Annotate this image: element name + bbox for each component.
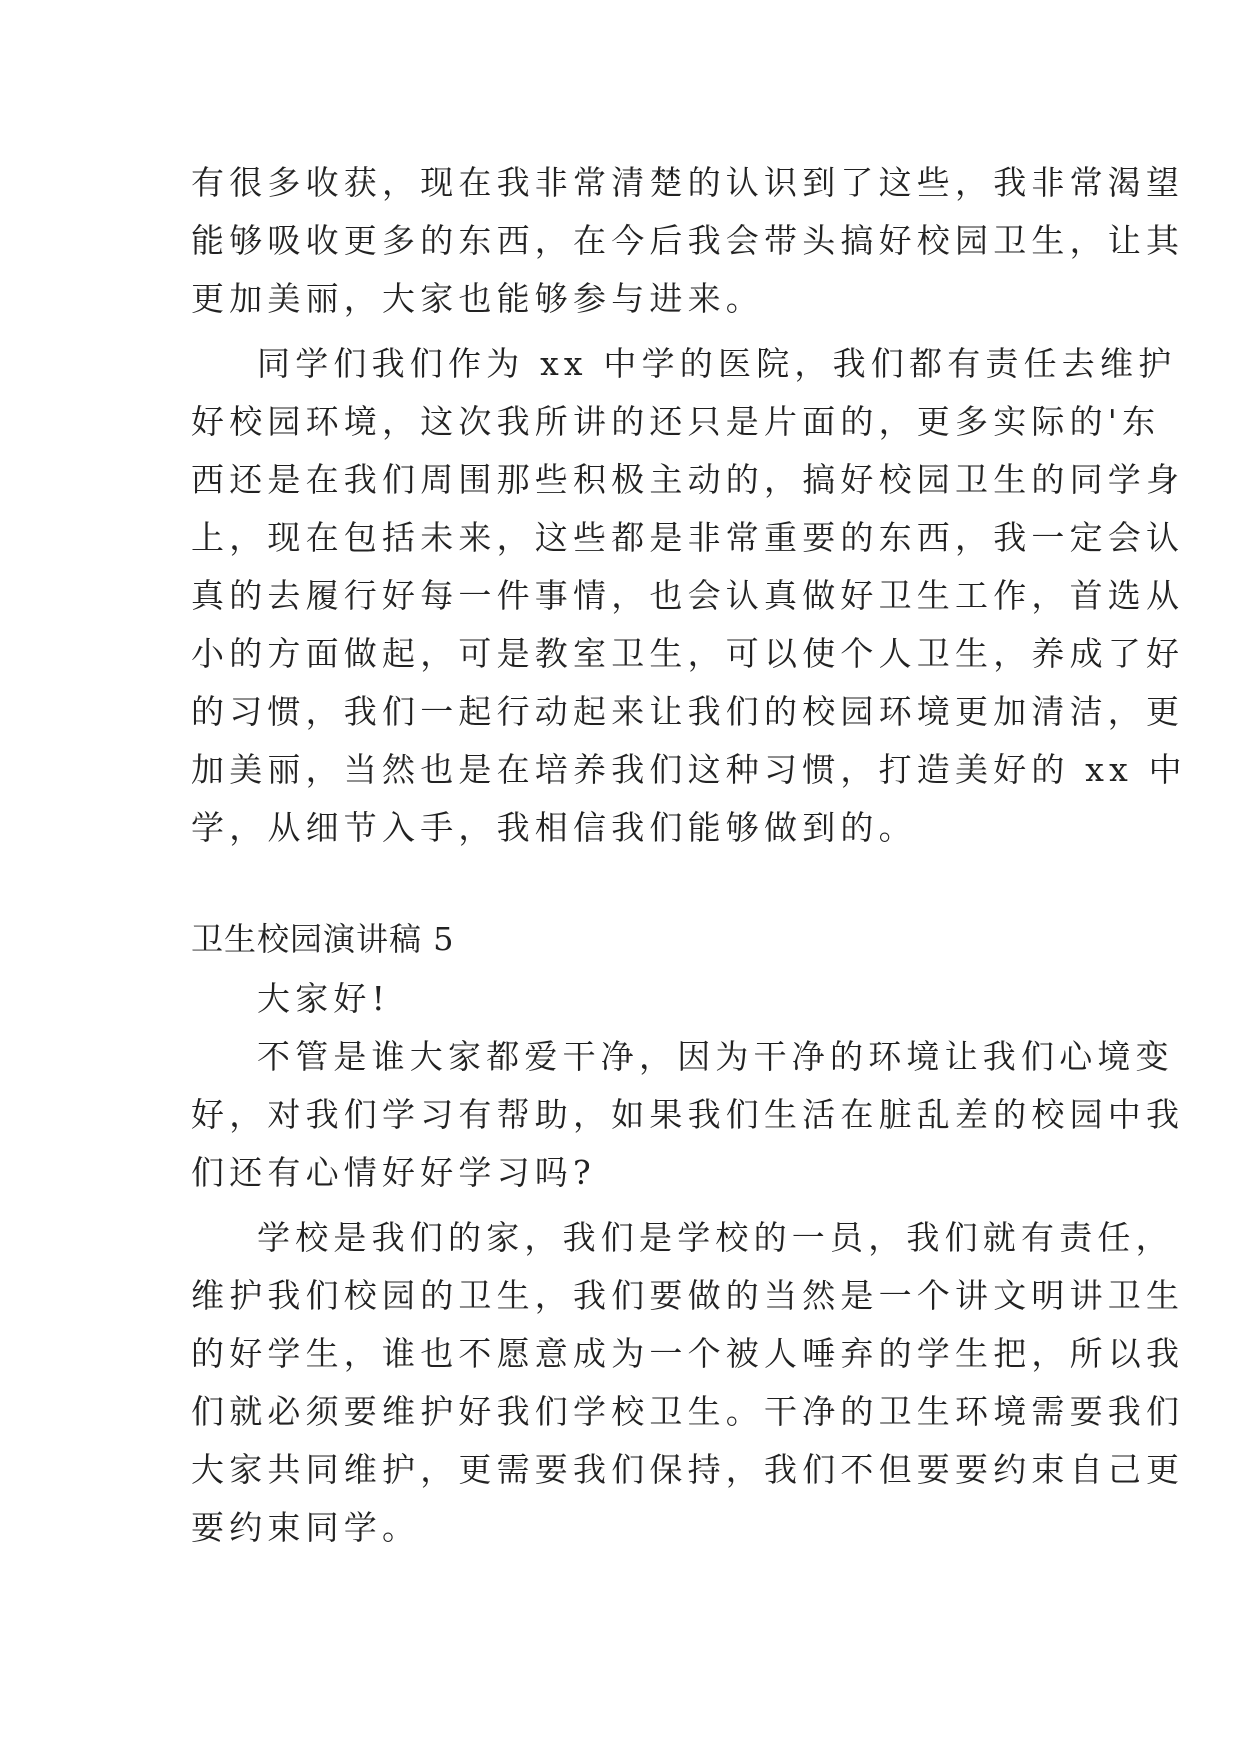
text-line: 有很多收获，现在我非常清楚的认识到了这些，我非常渴望 bbox=[191, 163, 1185, 202]
text-line: 真的去履行好每一件事情，也会认真做好卫生工作，首选从 bbox=[191, 576, 1185, 615]
greeting: 大家好! bbox=[257, 979, 391, 1018]
text-line: 的习惯，我们一起行动起来让我们的校园环境更加清洁，更 bbox=[191, 692, 1185, 731]
text-line: 维护我们校园的卫生，我们要做的当然是一个讲文明讲卫生 bbox=[191, 1276, 1185, 1315]
text-line: 学，从细节入手，我相信我们能够做到的。 bbox=[191, 808, 917, 847]
text-line: 好，对我们学习有帮助，如果我们生活在脏乱差的校园中我 bbox=[191, 1095, 1185, 1134]
text-line: 们还有心情好好学习吗? bbox=[191, 1153, 596, 1192]
text-line: 西还是在我们周围那些积极主动的，搞好校园卫生的同学身 bbox=[191, 460, 1185, 499]
text-line: 更加美丽，大家也能够参与进来。 bbox=[191, 279, 764, 318]
text-line: 上，现在包括未来，这些都是非常重要的东西，我一定会认 bbox=[191, 518, 1185, 557]
text-line: 加美丽，当然也是在培养我们这种习惯，打造美好的 xx 中 bbox=[191, 750, 1187, 789]
text-line: 学校是我们的家，我们是学校的一员，我们就有责任， bbox=[257, 1218, 1174, 1257]
text-line: 不管是谁大家都爱干净，因为干净的环境让我们心境变 bbox=[257, 1037, 1174, 1076]
text-line: 好校园环境，这次我所讲的还只是片面的，更多实际的'东 bbox=[191, 402, 1161, 441]
text-line: 能够吸收更多的东西，在今后我会带头搞好校园卫生，让其 bbox=[191, 221, 1185, 260]
text-line: 小的方面做起，可是教室卫生，可以使个人卫生，养成了好 bbox=[191, 634, 1185, 673]
text-line: 大家共同维护，更需要我们保持，我们不但要要约束自己更 bbox=[191, 1450, 1185, 1489]
section-heading: 卫生校园演讲稿 5 bbox=[191, 920, 455, 958]
text-line: 要约束同学。 bbox=[191, 1508, 421, 1547]
text-line: 们就必须要维护好我们学校卫生。干净的卫生环境需要我们 bbox=[191, 1392, 1185, 1431]
text-line: 同学们我们作为 xx 中学的医院，我们都有责任去维护 bbox=[257, 344, 1177, 383]
text-line: 的好学生，谁也不愿意成为一个被人唾弃的学生把，所以我 bbox=[191, 1334, 1185, 1373]
